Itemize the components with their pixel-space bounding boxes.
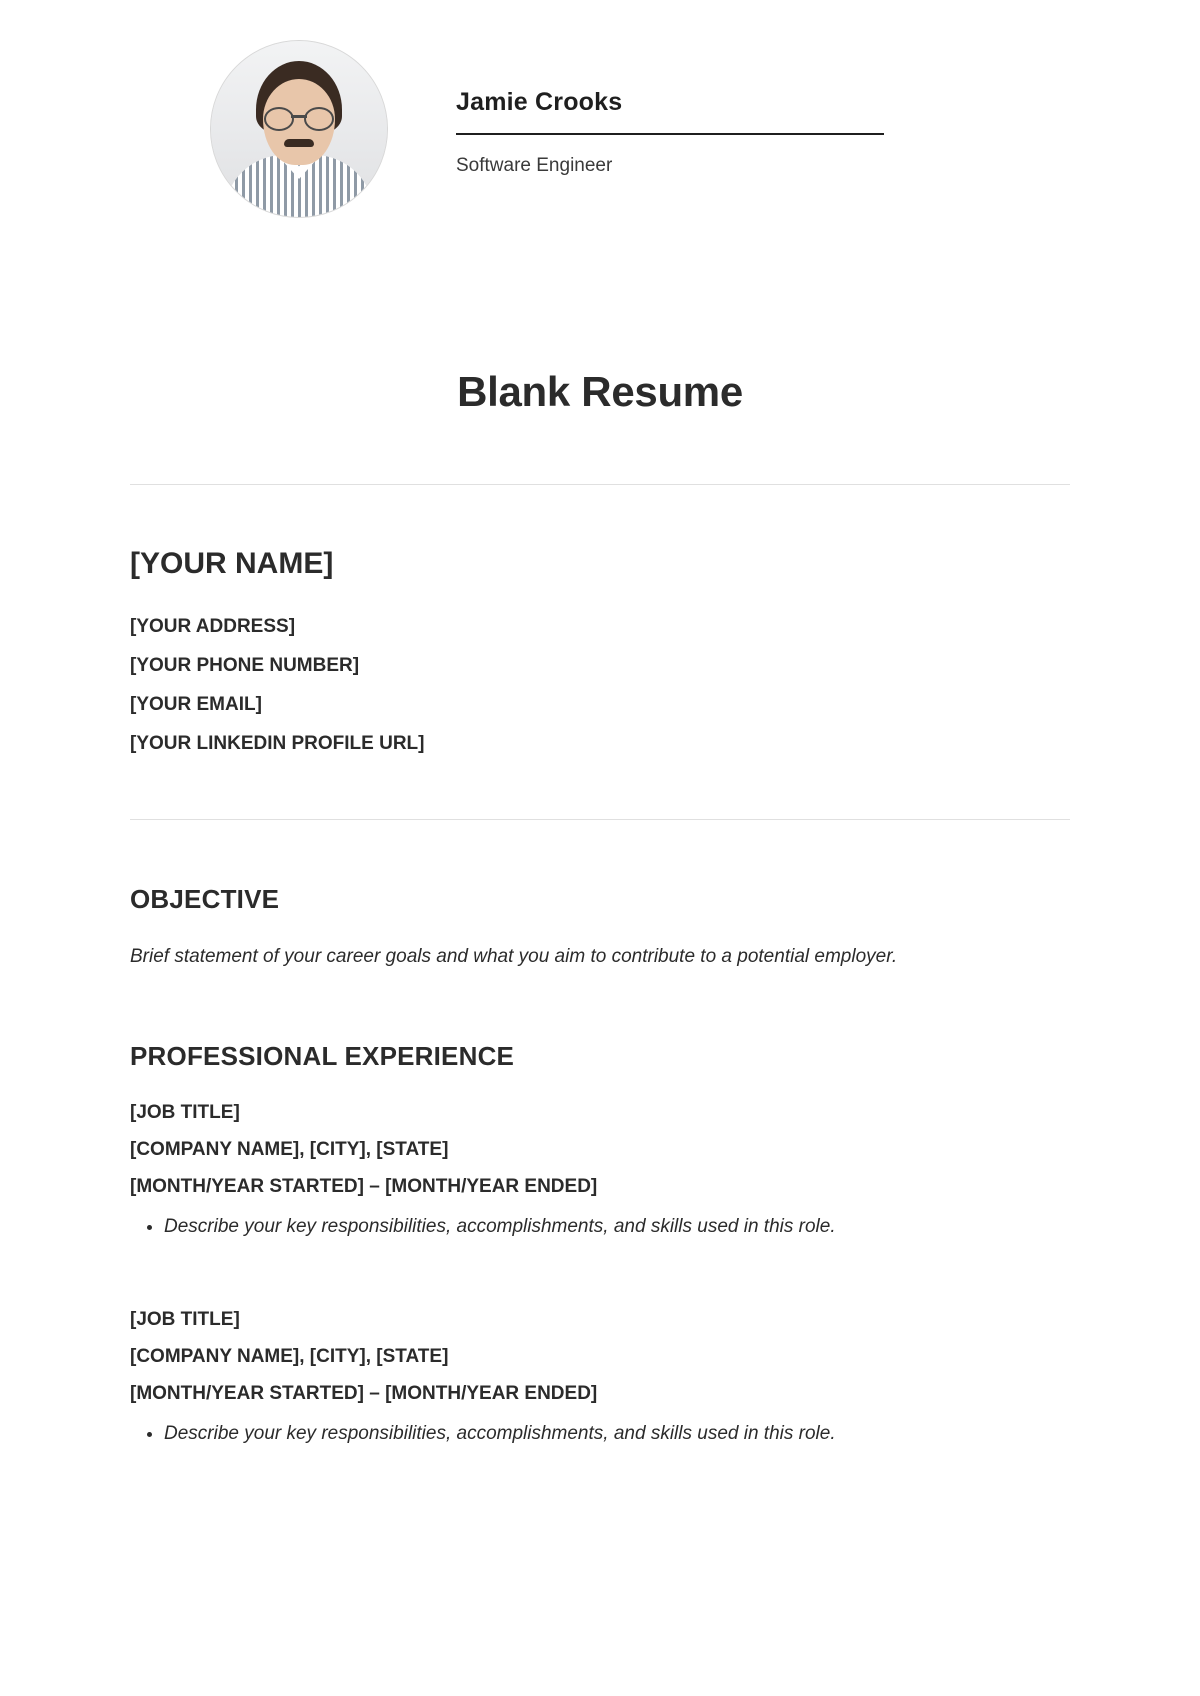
person-role: Software Engineer bbox=[456, 154, 613, 176]
contact-block bbox=[130, 607, 1070, 763]
page-title: Blank Resume bbox=[457, 368, 743, 415]
job-company: [COMPANY NAME], [CITY], [STATE] bbox=[130, 1346, 449, 1367]
job-bullet: • Describe your key responsibilities, accomplishments, and skills used in this role. bbox=[164, 1211, 1070, 1243]
glasses-bridge bbox=[291, 115, 307, 118]
job-bullets bbox=[130, 1211, 1070, 1243]
job-company: [COMPANY NAME], [CITY], [STATE] bbox=[130, 1139, 449, 1160]
contact-address: [YOUR ADDRESS] bbox=[130, 616, 296, 637]
contact-linkedin: [YOUR LINKEDIN PROFILE URL] bbox=[130, 733, 425, 754]
experience-entry bbox=[130, 1301, 1070, 1450]
document-header bbox=[0, 0, 1200, 218]
job-dates: [MONTH/YEAR STARTED] – [MONTH/YEAR ENDED] bbox=[130, 1383, 598, 1404]
contact-heading: [YOUR NAME] bbox=[130, 547, 334, 580]
person-name: Jamie Crooks bbox=[456, 87, 623, 116]
job-title: [JOB TITLE] bbox=[130, 1102, 240, 1123]
avatar-moustache bbox=[284, 139, 314, 147]
experience-heading: PROFESSIONAL EXPERIENCE bbox=[130, 1041, 515, 1071]
contact-email: [YOUR EMAIL] bbox=[130, 694, 262, 715]
experience-entry bbox=[130, 1094, 1070, 1243]
job-title: [JOB TITLE] bbox=[130, 1309, 240, 1330]
contact-phone: [YOUR PHONE NUMBER] bbox=[130, 655, 360, 676]
header-text-block bbox=[456, 82, 884, 177]
job-bullets bbox=[130, 1418, 1070, 1450]
job-dates: [MONTH/YEAR STARTED] – [MONTH/YEAR ENDED] bbox=[130, 1176, 598, 1197]
contact-separator bbox=[130, 819, 1070, 820]
avatar bbox=[210, 40, 388, 218]
header-divider bbox=[456, 133, 884, 135]
document-body bbox=[0, 547, 1200, 1450]
objective-heading: OBJECTIVE bbox=[130, 884, 280, 914]
job-bullet: • Describe your key responsibilities, accomplishments, and skills used in this role. bbox=[164, 1418, 1070, 1450]
objective-text: Brief statement of your career goals and what you aim to contribute to a potential employer. bbox=[130, 946, 898, 967]
title-separator bbox=[130, 484, 1070, 485]
